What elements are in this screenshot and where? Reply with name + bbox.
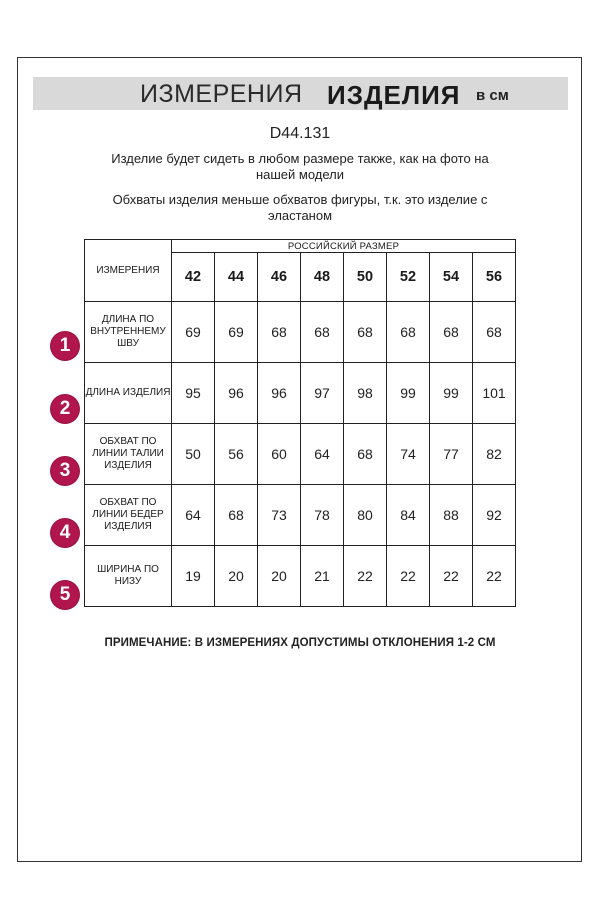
size-header-cell: 48 — [301, 253, 344, 302]
measurement-label: ШИРИНА ПО НИЗУ — [85, 546, 172, 607]
measurement-value: 19 — [172, 546, 215, 607]
table-row — [85, 546, 516, 607]
measurement-value: 68 — [258, 302, 301, 363]
size-header-cell: 52 — [387, 253, 430, 302]
size-header-cell: 44 — [215, 253, 258, 302]
measurement-label: ДЛИНА ПО ВНУТРЕННЕМУ ШВУ — [85, 302, 172, 363]
measurement-value: 60 — [258, 424, 301, 485]
measurement-value: 22 — [344, 546, 387, 607]
measurement-value: 80 — [344, 485, 387, 546]
row-number-badge: 5 — [51, 581, 79, 609]
measurement-value: 69 — [172, 302, 215, 363]
row-number-badge: 2 — [51, 395, 79, 423]
size-header-cell: 42 — [172, 253, 215, 302]
measurement-value: 68 — [301, 302, 344, 363]
measurement-value: 20 — [215, 546, 258, 607]
measurement-value: 92 — [473, 485, 516, 546]
measurement-value: 22 — [387, 546, 430, 607]
measurement-value: 22 — [473, 546, 516, 607]
measurement-value: 74 — [387, 424, 430, 485]
size-header-cell: 46 — [258, 253, 301, 302]
table-row — [85, 363, 516, 424]
measurement-value: 56 — [215, 424, 258, 485]
measurement-value: 68 — [344, 424, 387, 485]
measurement-value: 99 — [387, 363, 430, 424]
row-number-badge: 4 — [51, 519, 79, 547]
size-header-cell: 50 — [344, 253, 387, 302]
title-measurements: ИЗМЕРЕНИЯ — [140, 80, 303, 108]
measurement-value: 96 — [258, 363, 301, 424]
measurement-value: 64 — [301, 424, 344, 485]
row-number-badge: 1 — [51, 332, 79, 360]
corner-label: ИЗМЕРЕНИЯ — [85, 240, 172, 302]
row-number-badge: 3 — [51, 457, 79, 485]
size-header-cell: 56 — [473, 253, 516, 302]
measurement-value: 68 — [473, 302, 516, 363]
article-number: D44.131 — [269, 125, 331, 142]
size-table — [84, 239, 516, 607]
measurement-value: 68 — [215, 485, 258, 546]
measurement-value: 20 — [258, 546, 301, 607]
measurement-value: 50 — [172, 424, 215, 485]
measurement-value: 64 — [172, 485, 215, 546]
size-group-label: РОССИЙСКИЙ РАЗМЕР — [172, 240, 516, 253]
table-row — [85, 302, 516, 363]
size-header-cell: 54 — [430, 253, 473, 302]
tolerance-footnote: ПРИМЕЧАНИЕ: В ИЗМЕРЕНИЯХ ДОПУСТИМЫ ОТКЛОНЕНИЯ 1-2 СМ — [104, 637, 496, 649]
table-header-row — [85, 240, 516, 253]
measurement-value: 96 — [215, 363, 258, 424]
measurement-label: ДЛИНА ИЗДЕЛИЯ — [85, 363, 172, 424]
measurement-value: 84 — [387, 485, 430, 546]
measurement-value: 78 — [301, 485, 344, 546]
measurement-value: 73 — [258, 485, 301, 546]
measurement-value: 21 — [301, 546, 344, 607]
table-row — [85, 424, 516, 485]
measurement-label: ОБХВАТ ПО ЛИНИИ ТАЛИИ ИЗДЕЛИЯ — [85, 424, 172, 485]
table-row — [85, 485, 516, 546]
measurement-value: 99 — [430, 363, 473, 424]
measurement-value: 22 — [430, 546, 473, 607]
title-product: ИЗДЕЛИЯ — [327, 80, 461, 110]
measurement-value: 98 — [344, 363, 387, 424]
measurement-value: 97 — [301, 363, 344, 424]
title-unit: в см — [476, 87, 509, 104]
elastane-note: Обхваты изделия меньше обхватов фигуры, т.к. это изделие с эластаном — [112, 192, 488, 223]
measurement-value: 77 — [430, 424, 473, 485]
measurement-value: 101 — [473, 363, 516, 424]
measurement-value: 68 — [344, 302, 387, 363]
measurement-value: 68 — [387, 302, 430, 363]
measurement-value: 68 — [430, 302, 473, 363]
measurement-value: 88 — [430, 485, 473, 546]
measurement-label: ОБХВАТ ПО ЛИНИИ БЕДЕР ИЗДЕЛИЯ — [85, 485, 172, 546]
measurement-value: 69 — [215, 302, 258, 363]
measurement-value: 82 — [473, 424, 516, 485]
fit-note: Изделие будет сидеть в любом размере также, как на фото на нашей модели — [111, 151, 489, 182]
measurement-value: 95 — [172, 363, 215, 424]
